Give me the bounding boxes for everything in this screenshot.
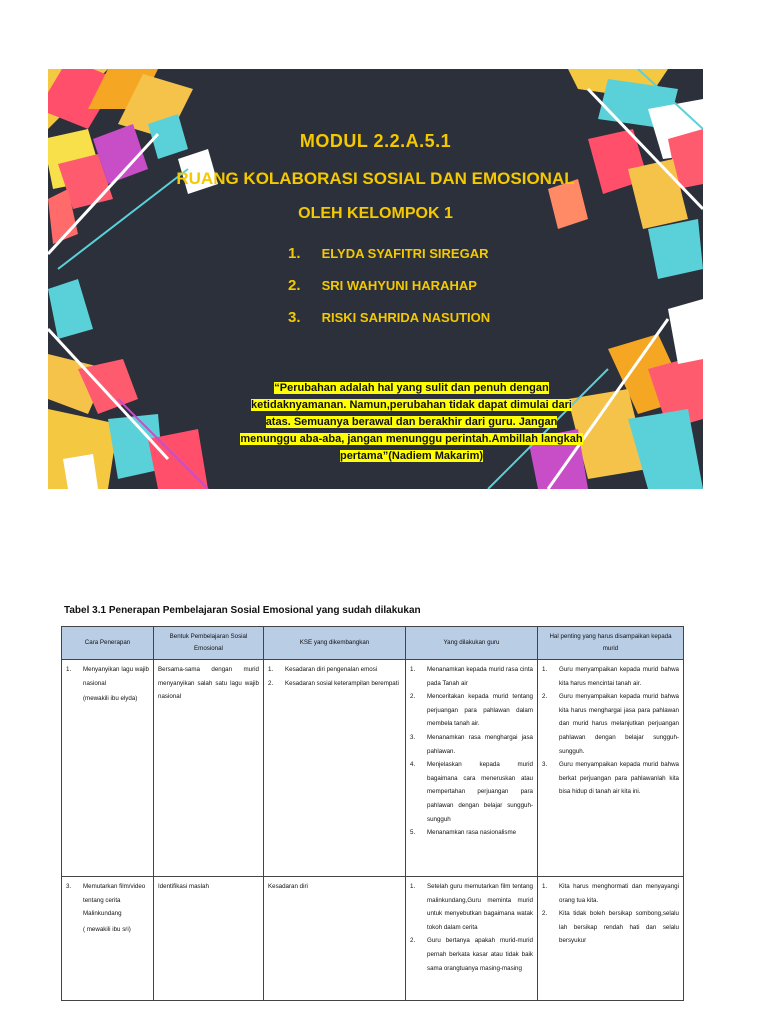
list-item: 1. Guru menyampaikan kepada murid bahwa kita harus mencintai tanah air. (542, 666, 679, 687)
member-item (288, 277, 477, 294)
table-header-row (62, 627, 684, 660)
cell-guru (406, 660, 538, 877)
cell-cara (62, 660, 154, 877)
list-item: 2. Guru bertanya apakah murid-murid pernah berkata kasar atau tidak baik sama orangtuanya masing-masing (410, 937, 533, 972)
list-item: 2. Kita tidak boleh bersikap sombong,selalu lah bersikap rendah hati dan selalu bersyukur (542, 910, 679, 945)
member-item (288, 309, 490, 326)
list-item: 3. Menanamkan rasa menghargai jasa pahlawan. (410, 733, 533, 755)
slide-subtitle: RUANG KOLABORASI SOSIAL DAN EMOSIONAL (176, 169, 575, 188)
row-number: 1. (66, 666, 72, 673)
list-item: 1. Setelah guru memutarkan film tentang malinkundang,Guru meminta murid untuk menyebutkan bagaimana watak tokoh dalam cerita (410, 883, 533, 931)
slide-content (48, 69, 703, 489)
member-name: ELYDA SYAFITRI SIREGAR (321, 246, 489, 261)
slide-title: MODUL 2.2.A.5.1 (299, 131, 452, 151)
list-item: 3. Guru menyampaikan kepada murid bahwa berkat perjuangan para pahlawanlah kita bisa hidup di tanah air kita ini. (542, 761, 679, 796)
header-bentuk: Bentuk Pembelajaran Sosial Emosional (154, 627, 264, 660)
cell-cara (62, 877, 154, 1001)
member-number: 1. (288, 245, 301, 262)
cell-guru (406, 877, 538, 1001)
member-number: 2. (288, 277, 301, 294)
header-kse: KSE yang dikembangkan (264, 627, 406, 660)
cell-bentuk: Bersama-sama dengan murid menyanyikan salah satu lagu wajib nasional (154, 660, 264, 877)
quote-block (240, 380, 583, 465)
application-table (61, 626, 684, 1001)
cara-text: Memutarkan film/video tentang cerita Malinkundang (83, 883, 146, 918)
member-name: SRI WAHYUNI HARAHAP (321, 278, 477, 293)
header-guru: Yang dilakukan guru (406, 627, 538, 660)
member-name: RISKI SAHRIDA NASUTION (321, 310, 491, 325)
cell-bentuk: Identifikasi maslah (154, 877, 264, 1001)
cara-note: ( mewakili ibu sri) (83, 925, 131, 933)
list-item: 1. Kesadaran diri pengenalan emosi (268, 666, 378, 673)
member-number: 3. (288, 309, 301, 326)
list-item (66, 880, 149, 936)
cell-hal (538, 660, 684, 877)
quote-text: “Perubahan adalah hal yang sulit dan penuh dengan ketidaknyamanan. Namun,perubahan tidak dapat dimulai dari atas. Semuanya berawal dan berakhir dari guru. Jangan menunggu aba-aba, jangan menunggu perintah.Ambillah langkah pertama”(Nadiem Makarim) (240, 382, 583, 462)
list-text (83, 663, 149, 706)
table-row (62, 877, 684, 1001)
list-item: 5. Menanamkan rasa nasionalisme (410, 829, 517, 837)
list-item: 2. Menceritakan kepada murid tentang perjuangan para pahlawan dalam membela tanah air. (410, 693, 533, 728)
list-item: 1. Kita harus menghormati dan menyayangi orang tua kita. (542, 883, 679, 904)
header-hal: Hal penting yang harus disampaikan kepada murid (538, 627, 684, 660)
list-item: 2. Guru menyampaikan kepada murid bahwa kita harus menghargai jasa para pahlawan dan murid harus melanjutkan perjuangan pahlawan dengan belajar sungguh-sungguh. (542, 693, 679, 755)
cara-note: (mewakili ibu elyda) (83, 695, 138, 703)
table-caption: Tabel 3.1 Penerapan Pembelajaran Sosial Emosional yang sudah dilakukan (64, 605, 421, 616)
table-row (62, 660, 684, 877)
member-item (288, 245, 489, 262)
list-item: 1. Menanamkan kepada murid rasa cinta pada Tanah air (410, 666, 533, 687)
cell-kse (264, 877, 406, 1001)
list-item: 4. Menjelaskan kepada murid bagaimana cara meneruskan atau mempertahan perjuangan para pahlawan dengan belajar sungguh-sungguh (410, 761, 533, 823)
cell-kse (264, 660, 406, 877)
list-text (83, 880, 149, 936)
header-cara: Cara Penerapan (62, 627, 154, 660)
list-item: Kesadaran diri (268, 883, 308, 890)
list-item: 2. Kesadaran sosial keterampilan berempati (268, 679, 399, 687)
cover-slide (48, 69, 703, 489)
row-number: 3. (66, 883, 72, 890)
slide-group: OLEH KELOMPOK 1 (298, 205, 453, 222)
cara-text: Menyanyikan lagu wajib nasional (83, 666, 149, 687)
list-item (66, 663, 149, 706)
cell-hal (538, 877, 684, 1001)
